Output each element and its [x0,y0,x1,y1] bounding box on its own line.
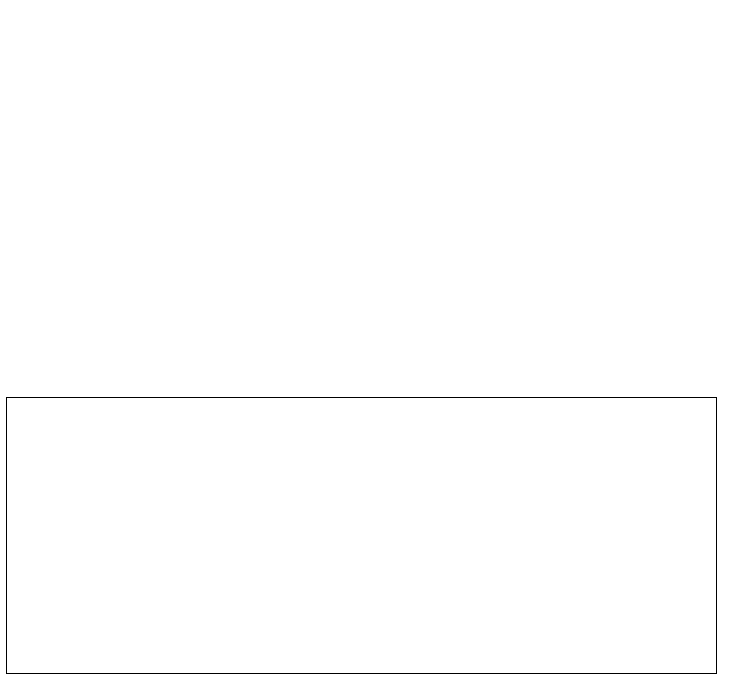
origin-notice-box [6,397,717,674]
